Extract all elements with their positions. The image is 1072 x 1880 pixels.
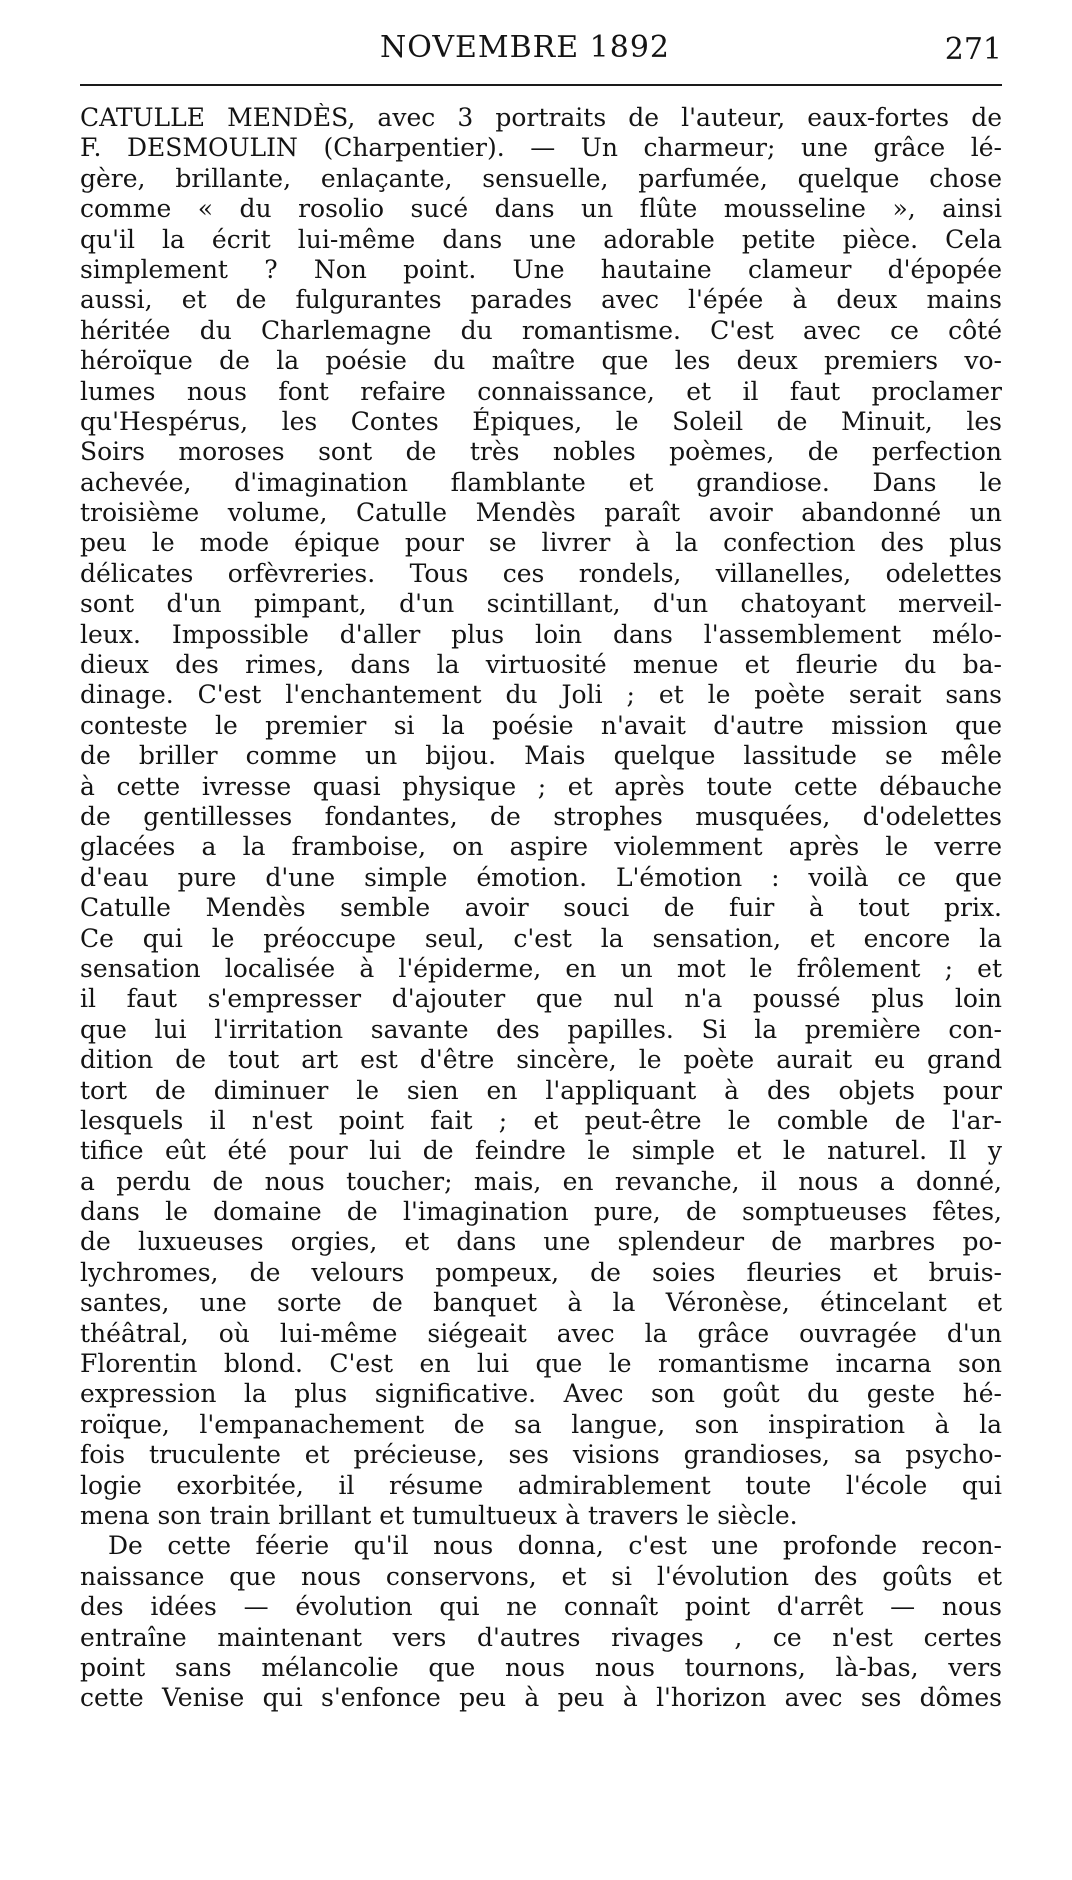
text-line: héroïque de la poésie du maître que les deux premiers vo-: [80, 346, 1002, 376]
text-line: Catulle Mendès semble avoir souci de fuir à tout prix.: [80, 893, 1002, 923]
text-line: d'eau pure d'une simple émotion. L'émotion : voilà ce que: [80, 862, 1002, 892]
text-line: peu le mode épique pour se livrer à la confection des plus: [80, 528, 1002, 558]
text-line: logie exorbitée, il résume admirablement toute l'école qui: [80, 1470, 1002, 1500]
text-line: qu'Hespérus, les Contes Épiques, le Soleil de Minuit, les: [80, 406, 1002, 436]
text-line: simplement ? Non point. Une hautaine clameur d'épopée: [80, 254, 1002, 284]
text-line: aussi, et de fulgurantes parades avec l'épée à deux mains: [80, 285, 1002, 315]
text-line: mena son train brillant et tumultueux à travers le siècle.: [80, 1500, 798, 1530]
text-line: cette Venise qui s'enfonce peu à peu à l'horizon avec ses dômes: [80, 1683, 1002, 1713]
text-line: héritée du Charlemagne du romantisme. C'est avec ce côté: [80, 315, 1002, 345]
text-line: CATULLE MENDÈS, avec 3 portraits de l'auteur, eaux-fortes de: [80, 103, 1002, 132]
text-line: dition de tout art est d'être sincère, le poète aurait eu grand: [80, 1045, 1002, 1075]
text-line: comme « du rosolio sucé dans un flûte mousseline », ainsi: [80, 194, 1002, 224]
text-line: gère, brillante, enlaçante, sensuelle, parfumée, quelque chose: [80, 163, 1002, 193]
text-line: Soirs moroses sont de très nobles poèmes, de perfection: [80, 437, 1002, 467]
text-line: expression la plus significative. Avec son goût du geste hé-: [80, 1379, 1002, 1409]
text-line: Florentin blond. C'est en lui que le romantisme incarna son: [80, 1349, 1002, 1379]
text-line: santes, une sorte de banquet à la Véronèse, étincelant et: [80, 1288, 1002, 1318]
text-line: F. DESMOULIN (Charpentier). — Un charmeur; une grâce lé-: [80, 133, 1002, 163]
text-line: tifice eût été pour lui de feindre le simple et le naturel. Il y: [80, 1136, 1002, 1166]
text-line: entraîne maintenant vers d'autres rivages , ce n'est certes: [80, 1622, 1002, 1652]
text-line: théâtral, où lui-même siégeait avec la grâce ouvragée d'un: [80, 1318, 1002, 1348]
running-title: NOVEMBRE 1892: [380, 30, 671, 65]
text-line: sont d'un pimpant, d'un scintillant, d'un chatoyant merveil-: [80, 589, 1002, 619]
text-line: qu'il la écrit lui-même dans une adorable petite pièce. Cela: [80, 224, 1002, 254]
text-line: fois truculente et précieuse, ses visions grandioses, sa psycho-: [80, 1440, 1002, 1470]
text-line: dieux des rimes, dans la virtuosité menue et fleurie du ba-: [80, 650, 1002, 680]
text-line: de luxueuses orgies, et dans une splendeur de marbres po-: [80, 1227, 1002, 1257]
text-line: roïque, l'empanachement de sa langue, son inspiration à la: [80, 1409, 1002, 1439]
text-line: tort de diminuer le sien en l'appliquant à des objets pour: [80, 1075, 1002, 1105]
header-rule: [80, 84, 1002, 86]
text-line: De cette féerie qu'il nous donna, c'est une profonde recon-: [108, 1531, 1002, 1561]
text-line: lychromes, de velours pompeux, de soies fleuries et bruis-: [80, 1257, 1002, 1287]
text-line: Ce qui le préoccupe seul, c'est la sensation, et encore la: [80, 923, 1002, 953]
text-line: a perdu de nous toucher; mais, en revanche, il nous a donné,: [80, 1166, 1002, 1196]
text-line: leux. Impossible d'aller plus loin dans l'assemblement mélo-: [80, 619, 1002, 649]
text-line: conteste le premier si la poésie n'avait d'autre mission que: [80, 710, 1002, 740]
text-line: à cette ivresse quasi physique ; et après toute cette débauche: [80, 771, 1002, 801]
text-line: délicates orfèvreries. Tous ces rondels, villanelles, odelettes: [80, 558, 1002, 588]
text-line: lumes nous font refaire connaissance, et il faut proclamer: [80, 376, 1002, 406]
text-line: troisième volume, Catulle Mendès paraît avoir abandonné un: [80, 498, 1002, 528]
text-line: dinage. C'est l'enchantement du Joli ; et le poète serait sans: [80, 680, 1002, 710]
text-line: lesquels il n'est point fait ; et peut-être le comble de l'ar-: [80, 1105, 1002, 1135]
text-line: sensation localisée à l'épiderme, en un mot le frôlement ; et: [80, 953, 1002, 983]
running-head: [80, 22, 1002, 82]
text-line: que lui l'irritation savante des papilles. Si la première con-: [80, 1014, 1002, 1044]
text-line: glacées a la framboise, on aspire violemment après le verre: [80, 832, 1002, 862]
text-line: naissance que nous conservons, et si l'évolution des goûts et: [80, 1561, 1002, 1591]
article-body: [80, 103, 1002, 1714]
text-line: de gentillesses fondantes, de strophes musquées, d'odelettes: [80, 801, 1002, 831]
text-line: de briller comme un bijou. Mais quelque lassitude se mêle: [80, 741, 1002, 771]
text-line: achevée, d'imagination flamblante et grandiose. Dans le: [80, 467, 1002, 497]
text-line: des idées — évolution qui ne connaît point d'arrêt — nous: [80, 1592, 1002, 1622]
text-line: il faut s'empresser d'ajouter que nul n'a poussé plus loin: [80, 984, 1002, 1014]
page-number: 271: [944, 32, 1002, 67]
text-line: point sans mélancolie que nous nous tournons, là-bas, vers: [80, 1652, 1002, 1682]
text-line: dans le domaine de l'imagination pure, de somptueuses fêtes,: [80, 1197, 1002, 1227]
